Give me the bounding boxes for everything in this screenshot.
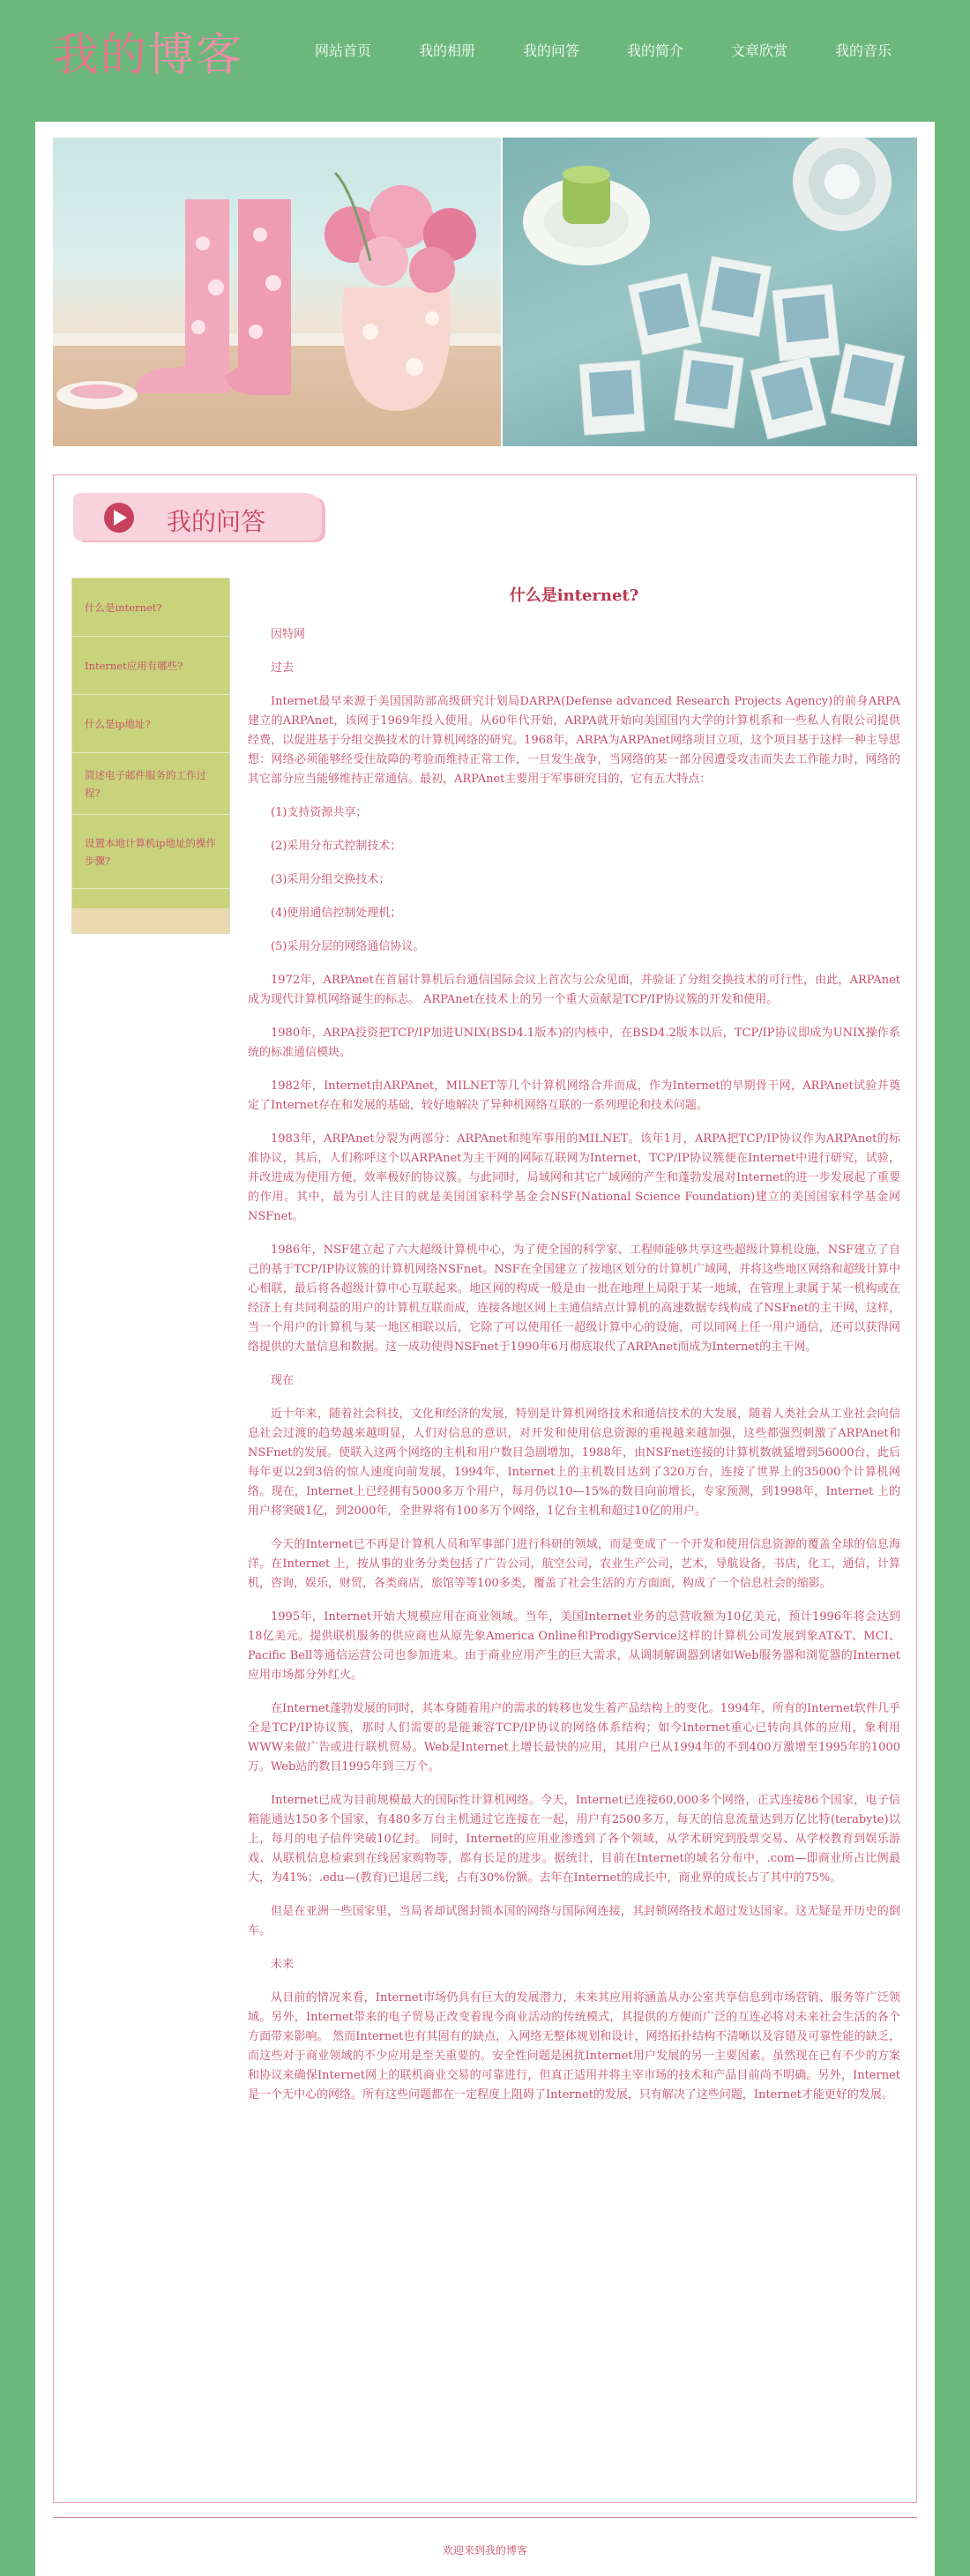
sidebar-item-ip-address[interactable]: 什么是ip地址? xyxy=(72,695,229,753)
article-paragraph: 1972年，ARPAnet在首届计算机后台通信国际会议上首次与公众见面，并验证了分组交换技术的可行性，由此，ARPAnet成为现代计算机网络诞生的标志。 ARPAnet在技术上的另一个重大贡献是TCP/IP协议簇的开发和使用。 xyxy=(248,974,900,1006)
article-subtitle: 因特网 xyxy=(271,628,306,641)
nav-album[interactable]: 我的相册 xyxy=(418,42,475,59)
article-paragraph: 1983年，ARPAnet分裂为两部分：ARPAnet和纯军事用的MILNET。该年1月，ARPA把TCP/IP协议作为ARPAnet的标准协议，其后，人们称呼这个以ARPAnet为主干网的网际互联网为Internet，TCP/IP协议簇便在Internet中进行研究，试验，并改进成为使用方便，效率极好的协议簇。与此同时，局域网和其它广域网的产生和蓬勃发展对Internet的进一步发展起了重要的作用。其中，最为引人注目的就是美国国家科学基金会NSF(National Science Foundation)建立的美国国家科学基金网NSFnet。 xyxy=(248,1132,900,1223)
nav-profile[interactable]: 我的简介 xyxy=(626,42,683,59)
article-paragraph: 近十年来，随着社会科技，文化和经济的发展，特别是计算机网络技术和通信技术的大发展，随着人类社会从工业社会向信息社会过渡的趋势越来越明显，人们对信息的意识，对开发和使用信息资源的重视越来越加强，这些都强烈刺激了ARPAnet和NSFnet的发展。使联入这两个网络的主机和用户数目急剧增加，1988年，由NSFnet连接的计算机数就猛增到56000台，此后每年更以2到3倍的惊人速度向前发展，1994年，Internet上的主机数目达到了320万台，连接了世界上的35000个计算机网络。现在，Internet上已经拥有5000多万个用户，每月仍以10—15%的数目向前增长，专家预测，到1998年，Internet 上的用户将突破1亿，到2000年，全世界将有100多万个网络，1亿台主机和超过10亿的用户。 xyxy=(248,1407,900,1518)
article-list-item: (4)使用通信控制处理机； xyxy=(271,907,402,920)
article-paragraph: 从目前的情况来看，Internet市场仍具有巨大的发展潜力，未来其应用将涵盖从办公室共享信息到市场营销、服务等广泛领域。另外，Internet带来的电子贸易正改变着现今商业活动的传统模式，其提供的方便而广泛的互连必将对未来社会生活的各个方面带来影响。 然而Internet也有其固有的缺点，入网络无整体规划和设计，网络拓扑结构不清晰以及容错及可靠性能的缺乏，而这些对于商业领域的不少应用是至关重要的。安全性问题是困扰Internet用户发展的另一主要因素。虽然现在已有不少的方案和协议来确保Internet网上的联机商业交易的可靠进行，但真正适用并将主宰市场的技术和产品目前尚不明确。另外，Internet是一个无中心的网络。所有这些问题都在一定程度上阻碍了Internet的发展，只有解决了这些问题，Internet才能更好的发展。 xyxy=(248,1991,900,2102)
section-title: 我的问答 xyxy=(167,507,266,536)
banner-photo-boots-flowers xyxy=(53,138,501,446)
footer-divider xyxy=(53,2517,917,2518)
logo-text-1: 我的 xyxy=(53,29,149,82)
article-list-item: (2)采用分布式控制技术； xyxy=(271,840,402,853)
qa-sidebar xyxy=(71,578,230,934)
qa-content-box xyxy=(53,474,917,2503)
article-paragraph: 1986年，NSF建立起了六大超级计算机中心，为了使全国的科学家、工程师能够共享这些超级计算机设施，NSF建立了自己的基于TCP/IP协议簇的计算机网络NSFnet。NSF在全国建立了按地区划分的计算机广域网，并将这些地区网络和超级计算中心相联，最后将各超级计算中心互联起来。地区网的构成一般是由一批在地理上局限于某一地域，在管理上隶属于某一机构或在经济上有共同利益的用户的计算机互联而成，连接各地区网上主通信结点计算机的高速数据专线构成了NSFnet的主干网，这样，当一个用户的计算机与某一地区相联以后，它除了可以使用任一超级计算中心的设施，可以同网上任一用户通信，还可以获得网络提供的大量信息和数据。这一成功使得NSFnet于1990年6月彻底取代了ARPAnet而成为Internet的主干网。 xyxy=(248,1243,900,1354)
banner-left-illustration xyxy=(53,138,501,446)
page-container xyxy=(35,122,935,2576)
article-paragraph: 1995年，Internet开始大规模应用在商业领域。当年，美国Internet业务的总营收额为10亿美元，预计1996年将会达到18亿美元。提供联机服务的供应商也从原先象America Online和ProdigyService这样的计算机公司发展到象AT&T、MCI、Pacific Bell等通信运营公司也参加进来。由于商业应用产生的巨大需求，从调制解调器到诸如Web服务器和浏览器的Internet 应用市场都分外红火。 xyxy=(248,1610,900,1682)
article-list-item: (3)采用分组交换技术； xyxy=(271,873,391,886)
article-paragraph: 今天的Internet已不再是计算机人员和军事部门进行科研的领域，而是变成了一个开发和使用信息资源的覆盖全球的信息海洋。在Internet 上，按从事的业务分类包括了广告公司，航空公司，农业生产公司，艺术，导航设备，书店，化工，通信，计算机，咨询，娱乐，财贸，各类商店，旅馆等等100多类，覆盖了社会生活的方方面面，构成了一个信息社会的缩影。 xyxy=(248,1538,900,1590)
banner-image xyxy=(53,138,917,446)
sidebar-item-what-is-internet[interactable]: 什么是internet? xyxy=(72,579,229,637)
article-list-item: (1)支持资源共享； xyxy=(271,806,368,819)
main-nav xyxy=(291,34,915,69)
nav-articles[interactable]: 文章欣赏 xyxy=(730,42,787,59)
sidebar-item-ip-setup[interactable]: 设置本地计算机ip地址的操作步骤? xyxy=(72,815,229,889)
article-paragraph: Internet最早来源于美国国防部高级研究计划局DARPA(Defense advanced Research Projects Agency)的前身ARPA建立的ARPAnet，该网于1969年投入使用。从60年代开始，ARPA就开始向美国国内大学的计算机系和一些私人有限公司提供经费，以促进基于分组交换技术的计算机网络的研究。1968年，ARPA为ARPAnet网络项目立项，这个项目基于这样一种主导思想：网络必须能够经受住故障的考验而维持正常工作，一旦发生战争，当网络的某一部分因遭受攻击而失去工作能力时，网络的其它部分应当能够维持正常通信。最初，ARPAnet主要用于军事研究目的，它有五大特点： xyxy=(248,695,900,786)
article-paragraph: 1982年，Internet由ARPAnet，MILNET等几个计算机网络合并而成，作为Internet的早期骨干网，ARPAnet试验并奠定了Internet存在和发展的基础，较好地解决了异种机网络互联的一系列理论和技术问题。 xyxy=(248,1079,900,1112)
nav-music[interactable]: 我的音乐 xyxy=(834,42,892,59)
site-header xyxy=(0,0,970,104)
article-heading-future: 未来 xyxy=(271,1958,295,1971)
nav-home[interactable]: 网站首页 xyxy=(314,42,371,59)
section-title-badge xyxy=(73,491,329,548)
banner-photo-desk xyxy=(503,138,917,446)
article-heading-now: 现在 xyxy=(271,1374,295,1387)
article-paragraph: 但是在亚洲一些国家里，当局者却试图封锁本国的网络与国际网连接，其封锁网络技术超过发达国家。这无疑是开历史的倒车。 xyxy=(248,1905,900,1938)
banner-right-illustration xyxy=(503,138,917,446)
nav-qa[interactable]: 我的问答 xyxy=(522,42,579,59)
article-paragraph: 在Internet蓬勃发展的同时，其本身随着用户的需求的转移也发生着产品结构上的变化。1994年，所有的Internet软件几乎全是TCP/IP协议簇，那时人们需要的是能兼容TCP/IP协议的网络体系结构；如今Internet重心已转向具体的应用，象利用WWW来做广告或进行联机贸易。Web是Internet上增长最快的应用，其用户已从1994年的不到400万激增至1995年的1000万。Web站的数目1995年到三万个。 xyxy=(248,1702,900,1773)
sidebar-item-internet-apps[interactable]: Internet应用有哪些? xyxy=(72,637,229,695)
article-title: 什么是internet? xyxy=(509,586,639,605)
footer-text: 欢迎来到我的博客 xyxy=(442,2544,527,2557)
site-logo[interactable] xyxy=(53,18,243,84)
logo-text-2: 博客 xyxy=(148,29,244,82)
article-paragraph: 1980年，ARPA投资把TCP/IP加进UNIX(BSD4.1版本)的内核中，在BSD4.2版本以后，TCP/IP协议即成为UNIX操作系统的标准通信模块。 xyxy=(248,1027,900,1059)
article-list-item: (5)采用分层的网络通信协议。 xyxy=(271,940,425,953)
article-body xyxy=(248,586,900,2119)
article-paragraph: Internet已成为目前规模最大的国际性计算机网络。今天，Internet已连接60,000多个网络，正式连接86个国家，电子信箱能通达150多个国家，有480多万台主机通过它连接在一起，用户有2500多万，每天的信息流量达到万亿比特(terabyte)以上，每月的电子信件突破10亿封。 同时，Internet的应用业渗透到了各个领域，从学术研究到股票交易、从学校教育到娱乐游戏、从联机信息检索到在线居家购物等，都有长足的进步。据统计，目前在Internet的域名分布中，.com—即商业所占比例最大，为41%；.edu—(教育)已退居二线，占有30%份额。去年在Internet的成长中，商业界的成长占了其中的75%。 xyxy=(248,1794,900,1885)
sidebar-footer xyxy=(72,908,229,933)
article-heading-past: 过去 xyxy=(271,661,295,675)
sidebar-item-email-process[interactable]: 简述电子邮件服务的工作过程? xyxy=(72,753,229,815)
